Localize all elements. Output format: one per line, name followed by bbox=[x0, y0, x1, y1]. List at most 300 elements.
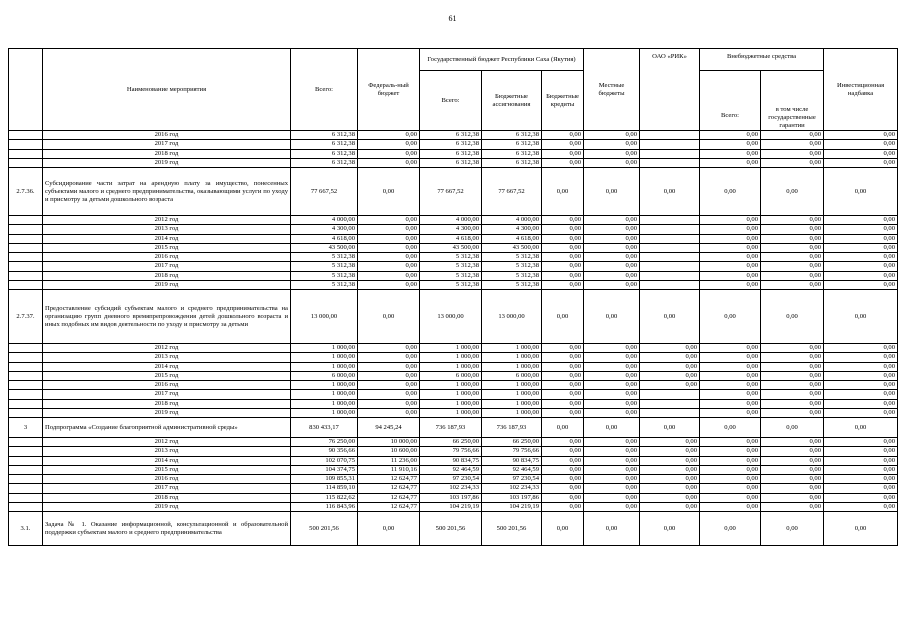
value-cell: 43 500,00 bbox=[482, 243, 542, 252]
row-code: 2.7.36. bbox=[9, 168, 43, 216]
year-label: 2017 год bbox=[43, 140, 291, 149]
value-cell: 0,00 bbox=[640, 465, 700, 474]
value-cell: 0,00 bbox=[542, 475, 584, 484]
value-cell: 0,00 bbox=[542, 131, 584, 140]
value-cell: 5 312,38 bbox=[291, 271, 358, 280]
value-cell: 0,00 bbox=[542, 158, 584, 167]
activity-name: Предоставление субсидий субъектам малого и среднего предпринимательства на организацию групп дневного времяпрепровождения детей дошкольного возраста и иных подобных им видов деятельности по уходу и присмотру за детьми bbox=[43, 290, 291, 344]
value-cell: 0,00 bbox=[824, 371, 898, 380]
value-cell: 0,00 bbox=[640, 447, 700, 456]
value-cell: 0,00 bbox=[761, 418, 824, 438]
value-cell: 1 000,00 bbox=[291, 353, 358, 362]
value-cell: 0,00 bbox=[358, 390, 420, 399]
value-cell: 66 250,00 bbox=[420, 438, 482, 447]
year-row bbox=[9, 140, 898, 149]
year-row bbox=[9, 475, 898, 484]
value-cell: 0,00 bbox=[700, 262, 761, 271]
value-cell: 11 236,00 bbox=[358, 456, 420, 465]
row-code bbox=[9, 408, 43, 417]
value-cell: 0,00 bbox=[824, 456, 898, 465]
value-cell: 0,00 bbox=[824, 290, 898, 344]
value-cell: 0,00 bbox=[640, 456, 700, 465]
row-code bbox=[9, 484, 43, 493]
value-cell: 76 250,00 bbox=[291, 438, 358, 447]
value-cell: 0,00 bbox=[761, 262, 824, 271]
value-cell: 0,00 bbox=[824, 408, 898, 417]
value-cell: 0,00 bbox=[824, 168, 898, 216]
value-cell: 12 624,77 bbox=[358, 493, 420, 502]
row-code bbox=[9, 390, 43, 399]
value-cell: 0,00 bbox=[700, 280, 761, 289]
value-cell: 1 000,00 bbox=[482, 344, 542, 353]
value-cell: 6 000,00 bbox=[482, 371, 542, 380]
value-cell: 13 000,00 bbox=[420, 290, 482, 344]
value-cell bbox=[640, 253, 700, 262]
value-cell: 12 624,77 bbox=[358, 484, 420, 493]
value-cell: 0,00 bbox=[584, 216, 640, 225]
value-cell: 1 000,00 bbox=[291, 362, 358, 371]
value-cell: 6 312,38 bbox=[291, 158, 358, 167]
year-row bbox=[9, 371, 898, 380]
value-cell: 0,00 bbox=[542, 290, 584, 344]
year-label: 2016 год bbox=[43, 381, 291, 390]
value-cell: 102 234,33 bbox=[482, 484, 542, 493]
value-cell: 0,00 bbox=[640, 362, 700, 371]
value-cell: 0,00 bbox=[640, 353, 700, 362]
value-cell: 0,00 bbox=[761, 253, 824, 262]
budget-table bbox=[8, 48, 898, 546]
row-code bbox=[9, 216, 43, 225]
value-cell: 0,00 bbox=[761, 290, 824, 344]
value-cell: 1 000,00 bbox=[291, 390, 358, 399]
value-cell bbox=[640, 140, 700, 149]
value-cell: 1 000,00 bbox=[291, 344, 358, 353]
year-label: 2013 год bbox=[43, 353, 291, 362]
value-cell: 5 312,38 bbox=[420, 280, 482, 289]
value-cell: 0,00 bbox=[640, 418, 700, 438]
year-label: 2015 год bbox=[43, 465, 291, 474]
value-cell: 4 000,00 bbox=[291, 216, 358, 225]
row-code bbox=[9, 280, 43, 289]
year-label: 2018 год bbox=[43, 399, 291, 408]
value-cell: 0,00 bbox=[358, 290, 420, 344]
activity-row bbox=[9, 290, 898, 344]
header-local: Местные бюджеты bbox=[584, 49, 640, 131]
value-cell: 0,00 bbox=[358, 131, 420, 140]
value-cell: 0,00 bbox=[700, 465, 761, 474]
value-cell: 0,00 bbox=[584, 502, 640, 511]
row-code bbox=[9, 381, 43, 390]
value-cell: 13 000,00 bbox=[482, 290, 542, 344]
value-cell: 0,00 bbox=[761, 447, 824, 456]
value-cell: 1 000,00 bbox=[291, 381, 358, 390]
value-cell: 6 312,38 bbox=[482, 140, 542, 149]
value-cell: 0,00 bbox=[824, 381, 898, 390]
year-label: 2014 год bbox=[43, 456, 291, 465]
value-cell: 0,00 bbox=[761, 353, 824, 362]
value-cell: 6 000,00 bbox=[291, 371, 358, 380]
value-cell: 0,00 bbox=[761, 408, 824, 417]
value-cell: 0,00 bbox=[824, 353, 898, 362]
year-row bbox=[9, 216, 898, 225]
value-cell: 0,00 bbox=[761, 216, 824, 225]
value-cell: 116 843,96 bbox=[291, 502, 358, 511]
value-cell: 0,00 bbox=[761, 168, 824, 216]
value-cell: 4 300,00 bbox=[420, 225, 482, 234]
value-cell: 0,00 bbox=[358, 381, 420, 390]
value-cell: 0,00 bbox=[824, 512, 898, 546]
value-cell: 43 500,00 bbox=[291, 243, 358, 252]
value-cell: 0,00 bbox=[358, 149, 420, 158]
year-label: 2016 год bbox=[43, 253, 291, 262]
year-label: 2019 год bbox=[43, 158, 291, 167]
value-cell: 0,00 bbox=[542, 168, 584, 216]
row-code bbox=[9, 234, 43, 243]
value-cell: 0,00 bbox=[761, 475, 824, 484]
year-label: 2012 год bbox=[43, 344, 291, 353]
value-cell: 6 312,38 bbox=[420, 140, 482, 149]
value-cell: 6 312,38 bbox=[420, 131, 482, 140]
value-cell: 0,00 bbox=[640, 502, 700, 511]
value-cell: 6 312,38 bbox=[482, 158, 542, 167]
value-cell: 0,00 bbox=[542, 408, 584, 417]
value-cell: 0,00 bbox=[761, 243, 824, 252]
value-cell: 1 000,00 bbox=[482, 408, 542, 417]
value-cell: 0,00 bbox=[542, 271, 584, 280]
value-cell: 5 312,38 bbox=[291, 253, 358, 262]
value-cell: 0,00 bbox=[700, 243, 761, 252]
row-code bbox=[9, 475, 43, 484]
activity-name: Субсидирование части затрат на арендную плату за имущество, понесенных субъектами малого и среднего предпринимательства, оказывающими услуги по уходу и присмотру за детьми дошкольного возраста bbox=[43, 168, 291, 216]
row-code: 2.7.37. bbox=[9, 290, 43, 344]
year-row bbox=[9, 131, 898, 140]
value-cell: 0,00 bbox=[824, 493, 898, 502]
value-cell: 77 667,52 bbox=[420, 168, 482, 216]
value-cell: 0,00 bbox=[761, 438, 824, 447]
value-cell: 0,00 bbox=[761, 371, 824, 380]
value-cell: 1 000,00 bbox=[482, 381, 542, 390]
value-cell: 0,00 bbox=[761, 456, 824, 465]
value-cell: 104 219,19 bbox=[482, 502, 542, 511]
value-cell: 43 500,00 bbox=[420, 243, 482, 252]
header-federal: Федераль-ный бюджет bbox=[358, 49, 420, 131]
value-cell: 0,00 bbox=[640, 438, 700, 447]
year-label: 2013 год bbox=[43, 447, 291, 456]
year-row bbox=[9, 456, 898, 465]
table-header bbox=[9, 49, 898, 131]
year-label: 2019 год bbox=[43, 502, 291, 511]
value-cell: 0,00 bbox=[700, 475, 761, 484]
value-cell: 77 667,52 bbox=[291, 168, 358, 216]
value-cell: 0,00 bbox=[824, 399, 898, 408]
year-row bbox=[9, 381, 898, 390]
value-cell: 5 312,38 bbox=[420, 262, 482, 271]
year-row bbox=[9, 253, 898, 262]
value-cell: 0,00 bbox=[824, 447, 898, 456]
value-cell: 1 000,00 bbox=[420, 362, 482, 371]
value-cell: 0,00 bbox=[584, 456, 640, 465]
value-cell: 0,00 bbox=[542, 381, 584, 390]
value-cell: 500 201,56 bbox=[291, 512, 358, 546]
value-cell: 4 000,00 bbox=[482, 216, 542, 225]
year-row bbox=[9, 234, 898, 243]
value-cell: 0,00 bbox=[358, 371, 420, 380]
row-code: 3 bbox=[9, 418, 43, 438]
year-label: 2012 год bbox=[43, 438, 291, 447]
value-cell: 4 300,00 bbox=[291, 225, 358, 234]
value-cell: 90 356,66 bbox=[291, 447, 358, 456]
value-cell: 0,00 bbox=[584, 418, 640, 438]
value-cell: 0,00 bbox=[542, 225, 584, 234]
row-code bbox=[9, 149, 43, 158]
value-cell: 0,00 bbox=[358, 353, 420, 362]
value-cell: 0,00 bbox=[584, 493, 640, 502]
row-code bbox=[9, 271, 43, 280]
value-cell bbox=[640, 234, 700, 243]
value-cell: 0,00 bbox=[824, 465, 898, 474]
value-cell: 6 312,38 bbox=[482, 131, 542, 140]
value-cell: 0,00 bbox=[824, 149, 898, 158]
value-cell: 0,00 bbox=[824, 344, 898, 353]
value-cell: 0,00 bbox=[584, 158, 640, 167]
year-row bbox=[9, 493, 898, 502]
value-cell bbox=[640, 390, 700, 399]
year-row bbox=[9, 399, 898, 408]
value-cell: 0,00 bbox=[824, 131, 898, 140]
value-cell: 0,00 bbox=[584, 390, 640, 399]
value-cell: 0,00 bbox=[700, 225, 761, 234]
row-code bbox=[9, 225, 43, 234]
value-cell: 0,00 bbox=[542, 280, 584, 289]
value-cell: 0,00 bbox=[761, 271, 824, 280]
value-cell: 1 000,00 bbox=[420, 408, 482, 417]
value-cell: 103 197,86 bbox=[482, 493, 542, 502]
value-cell: 0,00 bbox=[700, 216, 761, 225]
row-code bbox=[9, 262, 43, 271]
header-name: Наименование мероприятия bbox=[43, 49, 291, 131]
header-total: Всего: bbox=[291, 49, 358, 131]
value-cell: 0,00 bbox=[700, 140, 761, 149]
header-state-assign: Бюджетные ассигнования bbox=[482, 71, 542, 131]
value-cell: 0,00 bbox=[761, 484, 824, 493]
value-cell: 0,00 bbox=[358, 140, 420, 149]
value-cell: 1 000,00 bbox=[420, 390, 482, 399]
value-cell: 0,00 bbox=[761, 362, 824, 371]
value-cell: 0,00 bbox=[700, 371, 761, 380]
value-cell: 1 000,00 bbox=[291, 399, 358, 408]
value-cell: 0,00 bbox=[700, 290, 761, 344]
value-cell: 736 187,93 bbox=[420, 418, 482, 438]
value-cell: 0,00 bbox=[824, 418, 898, 438]
row-code bbox=[9, 438, 43, 447]
value-cell: 1 000,00 bbox=[420, 399, 482, 408]
value-cell: 0,00 bbox=[584, 353, 640, 362]
value-cell: 0,00 bbox=[824, 502, 898, 511]
value-cell: 5 312,38 bbox=[291, 262, 358, 271]
year-label: 2017 год bbox=[43, 390, 291, 399]
value-cell: 0,00 bbox=[761, 234, 824, 243]
row-code bbox=[9, 502, 43, 511]
value-cell: 0,00 bbox=[542, 447, 584, 456]
value-cell: 0,00 bbox=[358, 262, 420, 271]
value-cell: 1 000,00 bbox=[420, 344, 482, 353]
year-row bbox=[9, 225, 898, 234]
value-cell: 13 000,00 bbox=[291, 290, 358, 344]
value-cell: 0,00 bbox=[542, 484, 584, 493]
value-cell: 0,00 bbox=[700, 131, 761, 140]
row-code bbox=[9, 353, 43, 362]
value-cell: 0,00 bbox=[542, 465, 584, 474]
row-code bbox=[9, 158, 43, 167]
value-cell: 0,00 bbox=[542, 362, 584, 371]
value-cell: 830 433,17 bbox=[291, 418, 358, 438]
value-cell: 1 000,00 bbox=[482, 390, 542, 399]
value-cell bbox=[640, 399, 700, 408]
year-label: 2016 год bbox=[43, 475, 291, 484]
value-cell: 0,00 bbox=[584, 344, 640, 353]
value-cell: 0,00 bbox=[700, 362, 761, 371]
value-cell: 0,00 bbox=[700, 447, 761, 456]
activity-row bbox=[9, 418, 898, 438]
value-cell: 103 197,86 bbox=[420, 493, 482, 502]
value-cell: 0,00 bbox=[584, 484, 640, 493]
value-cell: 0,00 bbox=[358, 408, 420, 417]
value-cell: 0,00 bbox=[700, 381, 761, 390]
value-cell: 102 070,75 bbox=[291, 456, 358, 465]
year-label: 2019 год bbox=[43, 280, 291, 289]
value-cell: 0,00 bbox=[584, 243, 640, 252]
year-label: 2017 год bbox=[43, 484, 291, 493]
value-cell: 0,00 bbox=[761, 140, 824, 149]
value-cell: 115 822,62 bbox=[291, 493, 358, 502]
value-cell: 0,00 bbox=[542, 140, 584, 149]
value-cell: 0,00 bbox=[824, 362, 898, 371]
value-cell bbox=[640, 149, 700, 158]
value-cell: 6 000,00 bbox=[420, 371, 482, 380]
year-label: 2016 год bbox=[43, 131, 291, 140]
header-offbudget: Внебюджетные средства bbox=[700, 49, 824, 71]
value-cell bbox=[640, 216, 700, 225]
year-row bbox=[9, 149, 898, 158]
value-cell: 6 312,38 bbox=[291, 149, 358, 158]
value-cell: 0,00 bbox=[824, 262, 898, 271]
value-cell: 5 312,38 bbox=[482, 262, 542, 271]
value-cell: 0,00 bbox=[640, 371, 700, 380]
value-cell bbox=[640, 280, 700, 289]
year-label: 2014 год bbox=[43, 362, 291, 371]
value-cell: 1 000,00 bbox=[420, 353, 482, 362]
header-invest: Инвестиционная надбавка bbox=[824, 49, 898, 131]
value-cell bbox=[640, 262, 700, 271]
value-cell: 0,00 bbox=[584, 447, 640, 456]
value-cell bbox=[640, 243, 700, 252]
value-cell: 90 834,75 bbox=[420, 456, 482, 465]
value-cell: 0,00 bbox=[640, 381, 700, 390]
value-cell: 0,00 bbox=[700, 158, 761, 167]
value-cell: 0,00 bbox=[542, 493, 584, 502]
value-cell: 0,00 bbox=[542, 512, 584, 546]
value-cell: 500 201,56 bbox=[420, 512, 482, 546]
year-row bbox=[9, 271, 898, 280]
value-cell: 0,00 bbox=[358, 168, 420, 216]
value-cell: 0,00 bbox=[640, 493, 700, 502]
year-row bbox=[9, 280, 898, 289]
value-cell: 0,00 bbox=[542, 438, 584, 447]
value-cell: 0,00 bbox=[584, 140, 640, 149]
row-code bbox=[9, 371, 43, 380]
value-cell: 0,00 bbox=[542, 216, 584, 225]
value-cell: 0,00 bbox=[700, 418, 761, 438]
value-cell: 0,00 bbox=[358, 271, 420, 280]
value-cell: 0,00 bbox=[761, 381, 824, 390]
value-cell: 0,00 bbox=[700, 344, 761, 353]
value-cell: 6 312,38 bbox=[291, 131, 358, 140]
value-cell: 0,00 bbox=[584, 381, 640, 390]
value-cell: 0,00 bbox=[584, 262, 640, 271]
value-cell: 0,00 bbox=[640, 484, 700, 493]
value-cell: 1 000,00 bbox=[482, 399, 542, 408]
value-cell: 0,00 bbox=[640, 344, 700, 353]
header-state-credit: Бюджетные кредиты bbox=[542, 71, 584, 131]
value-cell: 12 624,77 bbox=[358, 502, 420, 511]
year-row bbox=[9, 353, 898, 362]
value-cell: 4 618,00 bbox=[420, 234, 482, 243]
value-cell: 0,00 bbox=[542, 344, 584, 353]
year-label: 2018 год bbox=[43, 271, 291, 280]
header-state-budget: Государственный бюджет Республики Саха (Якутия) bbox=[420, 49, 584, 71]
value-cell: 0,00 bbox=[640, 290, 700, 344]
value-cell: 0,00 bbox=[700, 149, 761, 158]
value-cell: 79 756,66 bbox=[420, 447, 482, 456]
value-cell: 0,00 bbox=[700, 234, 761, 243]
value-cell: 5 312,38 bbox=[291, 280, 358, 289]
value-cell: 0,00 bbox=[358, 253, 420, 262]
row-code bbox=[9, 243, 43, 252]
value-cell: 0,00 bbox=[542, 502, 584, 511]
value-cell: 94 245,24 bbox=[358, 418, 420, 438]
year-row bbox=[9, 362, 898, 371]
row-code bbox=[9, 447, 43, 456]
row-code: 3.1. bbox=[9, 512, 43, 546]
value-cell: 0,00 bbox=[761, 225, 824, 234]
value-cell: 5 312,38 bbox=[482, 271, 542, 280]
value-cell: 0,00 bbox=[584, 149, 640, 158]
value-cell: 92 464,59 bbox=[420, 465, 482, 474]
value-cell: 0,00 bbox=[824, 271, 898, 280]
value-cell: 0,00 bbox=[824, 280, 898, 289]
year-label: 2013 год bbox=[43, 225, 291, 234]
value-cell: 0,00 bbox=[584, 512, 640, 546]
value-cell: 12 624,77 bbox=[358, 475, 420, 484]
page-number: 61 bbox=[448, 14, 457, 23]
value-cell: 0,00 bbox=[584, 225, 640, 234]
activity-row bbox=[9, 168, 898, 216]
header-code-cell bbox=[9, 49, 43, 131]
value-cell: 0,00 bbox=[824, 253, 898, 262]
value-cell: 0,00 bbox=[358, 216, 420, 225]
value-cell: 0,00 bbox=[824, 225, 898, 234]
value-cell: 0,00 bbox=[584, 408, 640, 417]
value-cell: 0,00 bbox=[358, 280, 420, 289]
value-cell: 0,00 bbox=[584, 362, 640, 371]
value-cell: 0,00 bbox=[700, 253, 761, 262]
value-cell: 0,00 bbox=[358, 158, 420, 167]
year-row bbox=[9, 408, 898, 417]
value-cell: 0,00 bbox=[761, 390, 824, 399]
value-cell: 0,00 bbox=[584, 131, 640, 140]
year-label: 2015 год bbox=[43, 243, 291, 252]
value-cell: 4 618,00 bbox=[291, 234, 358, 243]
